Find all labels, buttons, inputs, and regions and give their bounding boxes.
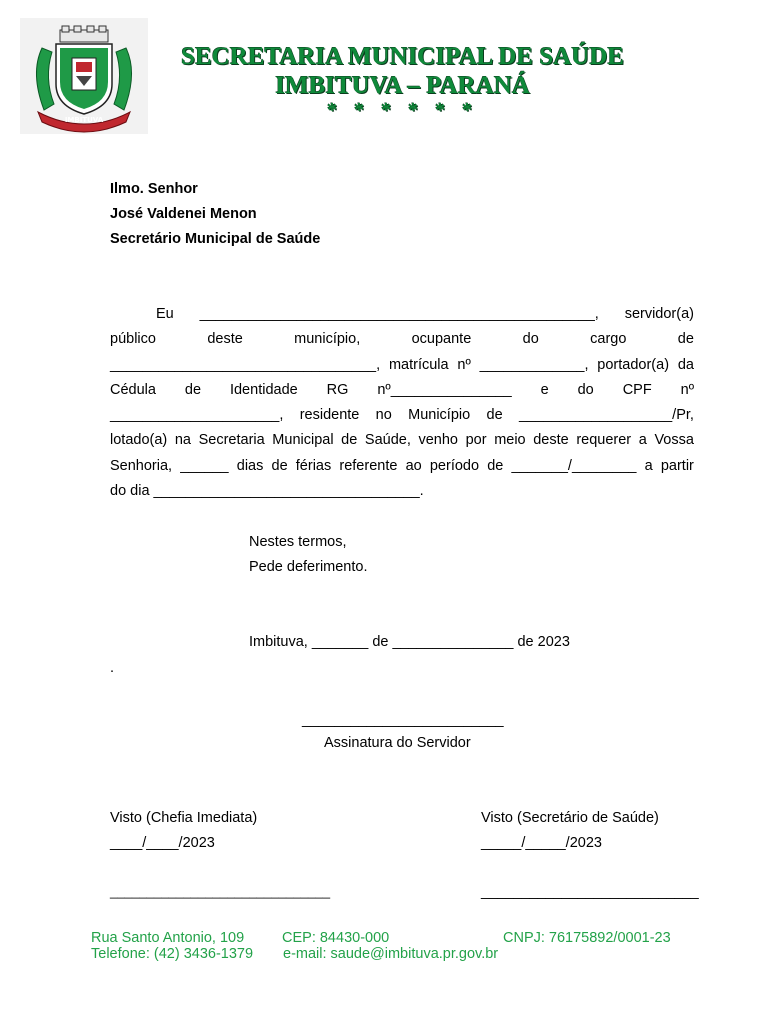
body-word: nº_______________: [377, 382, 512, 398]
body-word: no: [375, 407, 392, 423]
closing-line-2: Pede deferimento.: [249, 559, 368, 575]
body-word: nº: [457, 357, 471, 373]
body-word: férias: [295, 458, 332, 474]
header-stars: * * * * * *: [327, 99, 478, 121]
body-line-3: [110, 357, 694, 373]
body-word: Eu: [156, 306, 174, 322]
body-word: lotado(a): [110, 432, 168, 448]
body-word: de: [486, 407, 503, 423]
body-word: matrícula: [388, 357, 449, 373]
body-word: ___________________/Pr,: [518, 407, 694, 423]
body-word: do: [577, 382, 594, 398]
body-word: deste: [533, 432, 569, 448]
body-word: requerer: [576, 432, 632, 448]
body-word: nº: [680, 382, 694, 398]
body-word: e: [540, 382, 549, 398]
body-line-1: [110, 306, 694, 322]
body-word: na: [174, 432, 191, 448]
body-word: _________________________________,: [110, 357, 381, 373]
addressee-name: José Valdenei Menon: [110, 206, 257, 222]
header-title: SECRETARIA MUNICIPAL DE SAÚDE: [181, 43, 624, 70]
body-word: Município: [408, 407, 471, 423]
header-subtitle: IMBITUVA – PARANÁ: [275, 72, 530, 99]
body-word: Secretaria: [198, 432, 265, 448]
body-word: da: [677, 357, 694, 373]
body-word: Saúde,: [364, 432, 411, 448]
body-word: meio: [494, 432, 526, 448]
body-word: _____________,: [479, 357, 589, 373]
municipal-crest-logo: [20, 18, 148, 134]
body-word: Vossa: [654, 432, 694, 448]
body-word: Municipal: [272, 432, 334, 448]
visto-secretario-signature-line: ___________________________: [481, 884, 699, 900]
visto-chefia-label: Visto (Chefia Imediata): [110, 810, 258, 826]
stray-dot: .: [110, 660, 115, 676]
body-line-2: [110, 331, 694, 347]
body-line-7: [110, 458, 694, 474]
closing-line-1: Nestes termos,: [249, 534, 347, 550]
body-word: Identidade: [229, 382, 298, 398]
footer-cnpj: CNPJ: 76175892/0001-23: [503, 930, 671, 946]
body-word: _________________________________________________,: [199, 306, 599, 322]
body-word: cargo: [590, 331, 627, 347]
body-word: de: [677, 331, 694, 347]
body-word: CPF: [622, 382, 652, 398]
signature-label: Assinatura do Servidor: [324, 735, 471, 751]
body-word: residente: [299, 407, 360, 423]
closing-date-line: Imbituva, _______ de _______________ de 2023: [249, 634, 570, 650]
body-word: município,: [294, 331, 361, 347]
body-word: referente: [339, 458, 398, 474]
visto-chefia-signature-line: ______________________________: [110, 884, 331, 899]
body-line-5: [110, 407, 694, 423]
body-word: Cédula: [110, 382, 156, 398]
footer-email: e-mail: saude@imbituva.pr.gov.br: [283, 946, 499, 962]
visto-secretario-label: Visto (Secretário de Saúde): [481, 810, 659, 826]
body-word: por: [465, 432, 487, 448]
body-word: de: [271, 458, 288, 474]
body-word: a: [644, 458, 653, 474]
body-line-6: [110, 432, 694, 448]
body-word: partir: [660, 458, 694, 474]
body-word: deste: [207, 331, 243, 347]
body-word: ocupante: [411, 331, 472, 347]
body-word: de: [184, 382, 202, 398]
body-word: a: [638, 432, 647, 448]
body-word: Senhoria,: [110, 458, 173, 474]
body-word: dias: [236, 458, 264, 474]
body-word: _______/________: [511, 458, 637, 474]
body-word: período: [429, 458, 480, 474]
footer-cep: CEP: 84430-000: [282, 930, 390, 946]
addressee-salutation: Ilmo. Senhor: [110, 181, 198, 197]
signature-line: _________________________: [302, 712, 504, 728]
body-word: de: [487, 458, 504, 474]
body-word: servidor(a): [624, 306, 694, 322]
addressee-role: Secretário Municipal de Saúde: [110, 231, 321, 247]
body-word: venho: [418, 432, 458, 448]
footer-phone: Telefone: (42) 3436-1379: [91, 946, 254, 962]
body-line-4: [110, 382, 694, 398]
body-word: ao: [405, 458, 422, 474]
body-word: RG: [326, 382, 349, 398]
body-line-8: do dia _________________________________.: [110, 483, 424, 499]
body-word: _____________________,: [110, 407, 284, 423]
visto-secretario-date: _____/_____/2023: [481, 835, 602, 851]
body-word: público: [110, 331, 156, 347]
body-word: portador(a): [597, 357, 670, 373]
footer-address: Rua Santo Antonio, 109: [91, 930, 245, 946]
body-word: do: [522, 331, 539, 347]
body-word: de: [341, 432, 358, 448]
visto-chefia-date: ____/____/2023: [110, 835, 215, 851]
body-word: ______: [180, 458, 229, 474]
crest-ribbon-text: IMBITUVA: [64, 116, 104, 124]
